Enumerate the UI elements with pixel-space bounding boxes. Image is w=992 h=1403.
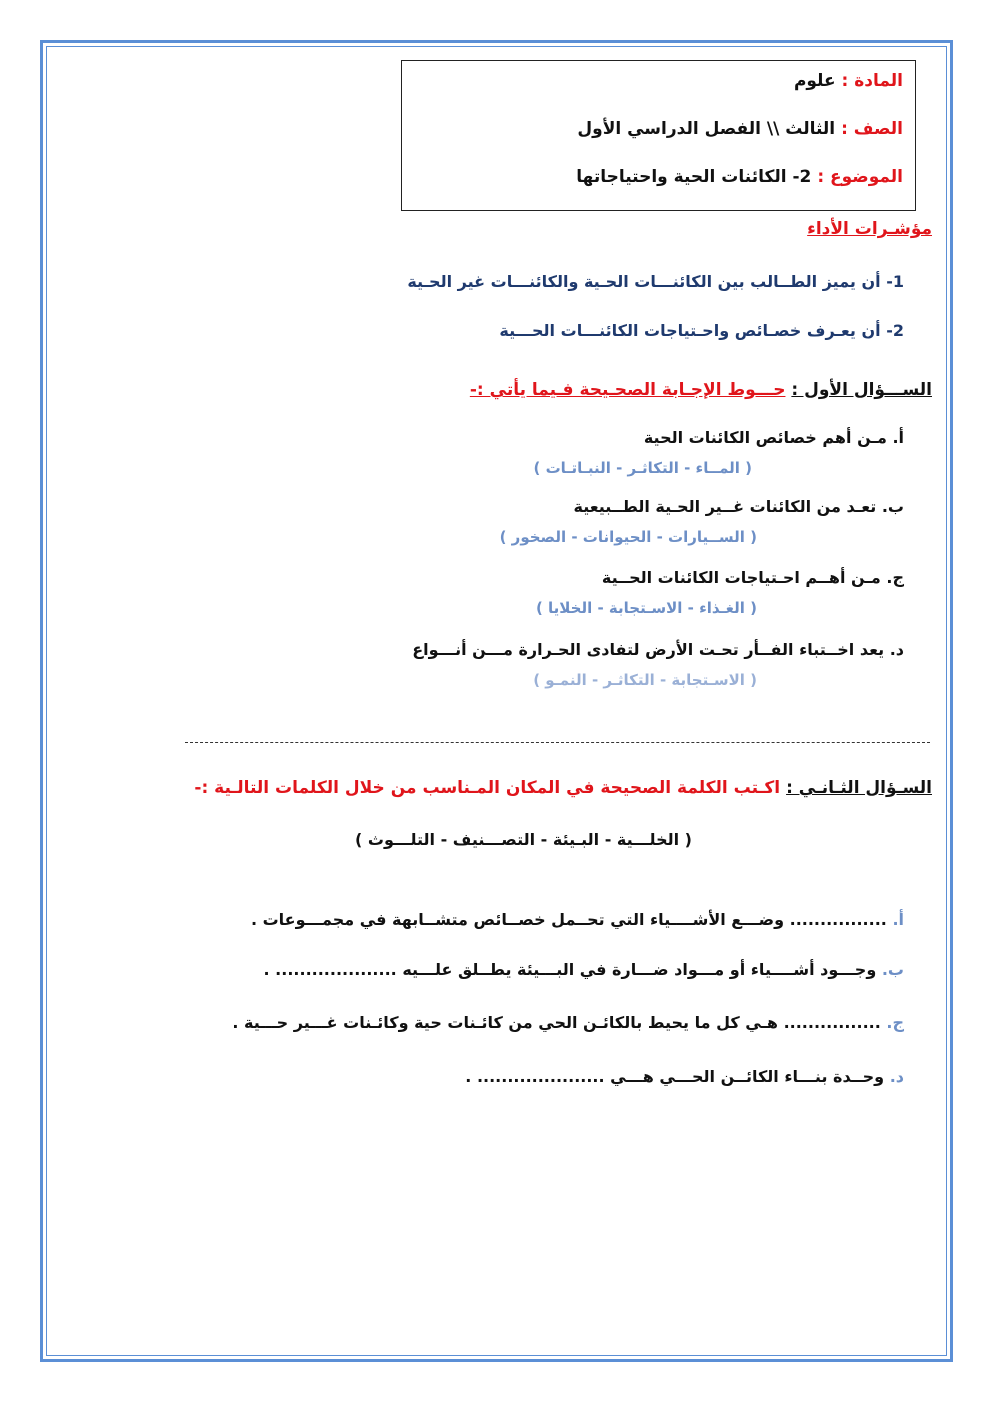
q1-item [644,428,904,447]
q1-item-letter: أ. [892,428,904,447]
subject-value: علوم [793,71,836,91]
q1-label: الســـؤال الأول : [791,380,932,400]
q2-item-text: ................ وضـــع الأشــــياء التي تحــمل خصــائص متشــابهة في مجمـــوعات . [250,910,887,929]
topic-row [576,167,903,187]
topic-value: 2- الكائنات الحية واحتياجاتها [576,167,812,187]
indicator-text: أن يميز الطــالب بين الكائنـــات الحـية والكائنـــات غير الحـية [407,272,881,291]
indicators-title: مؤشـرات الأداء [807,219,932,239]
q2-instruction: اكـتب الكلمة الصحيحة في المكان المـناسب من خلال الكلمات التالـية :- [194,778,781,798]
q1-item-choices: ( المــاء - التكاثـر - النبـاتـات ) [533,459,752,477]
q2-item [251,910,904,929]
page-border-inner [46,46,947,1356]
section-divider [185,742,930,743]
q1-item-choices: ( الاسـتجابة - التكاثـر - النمـو ) [533,671,757,689]
header-box [401,60,916,211]
indicator-text: أن يعـرف خصـائص واحـتياجات الكائنـــات الحـــية [499,321,881,340]
q2-item-text: وحــدة بنـــاء الكائــن الحـــي هـــي ..................... . [465,1067,885,1086]
q1-item-text: يعد اخــتباء الفــأر تحـت الأرض لتفادى الحـرارة مـــن أنـــواع [412,640,885,659]
indicator-number: 1- [886,272,904,291]
q2-item-letter: ج. [886,1013,904,1032]
grade-label: الصف : [841,119,903,139]
q1-item [412,640,904,659]
topic-label: الموضوع : [817,167,903,187]
q1-item [574,497,905,516]
q2-item-letter: ب. [881,960,904,979]
q1-item-choices: ( الســيارات - الحيوانات - الصخور ) [499,528,757,546]
grade-row [577,119,903,139]
q1-item-text: مـن أهــم احـتياجات الكائنات الحــية [601,568,881,587]
grade-value: الثالث \\ الفصل الدراسي الأول [577,119,836,139]
q2-item-letter: أ. [892,910,904,929]
q2-item [465,1067,904,1086]
indicator-item [499,321,904,340]
word-bank: ( الخلـــية - البـيئة - التصـــنيف - التلـــوث ) [355,830,692,849]
indicator-number: 2- [886,321,904,340]
subject-label: المادة : [841,71,903,91]
q1-heading [470,380,932,400]
q2-item-text: وجـــود أشــــياء أو مـــواد ضـــارة في البـــيئة يطــلق علـــيه .................... . [263,960,877,979]
q1-item-choices: ( الغـذاء - الاسـتجابة - الخلايا ) [535,599,757,617]
q1-item [602,568,904,587]
q1-instruction: حـــوط الإجـابة الصحـيحة فـيما يأتي :- [469,380,786,400]
q2-label: السـؤال الثـانـي : [786,778,932,798]
q1-item-letter: ج. [886,568,904,587]
subject-row [794,71,903,91]
q1-item-letter: د. [889,640,904,659]
q2-item [264,960,904,979]
indicator-item [407,272,904,291]
q2-item [232,1013,904,1032]
q2-heading [194,778,932,798]
q1-item-text: مـن أهم خصائص الكائنات الحية [643,428,887,447]
q1-item-letter: ب. [881,497,904,516]
q2-item-letter: د. [889,1067,904,1086]
q1-item-text: تعـد من الكائنات غــير الحـية الطــبيعية [573,497,877,516]
q2-item-text: ................ هـي كل ما يحيط بالكائـن الحي من كائـنات حية وكائـنات غـــير حـــية . [232,1013,881,1032]
